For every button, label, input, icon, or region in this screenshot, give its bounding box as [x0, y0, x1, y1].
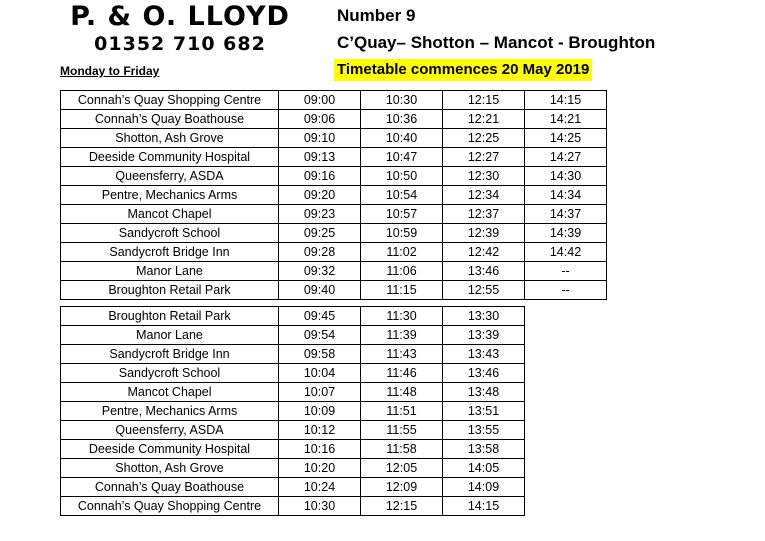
stop-name: Deeside Community Hospital [61, 148, 279, 167]
departure-time: 10:30 [361, 91, 443, 110]
departure-time: 11:02 [361, 243, 443, 262]
departure-time: 12:37 [443, 205, 525, 224]
departure-time: 13:55 [443, 421, 525, 440]
departure-time: 11:43 [361, 345, 443, 364]
departure-time: 13:46 [443, 364, 525, 383]
stop-name: Pentre, Mechanics Arms [61, 402, 279, 421]
timetable-row [61, 281, 607, 300]
departure-time: 09:16 [279, 167, 361, 186]
stop-name: Sandycroft Bridge Inn [61, 243, 279, 262]
timetable-row [61, 364, 525, 383]
departure-time: 09:45 [279, 307, 361, 326]
stop-name: Sandycroft Bridge Inn [61, 345, 279, 364]
stop-name: Shotton, Ash Grove [61, 129, 279, 148]
stop-name: Deeside Community Hospital [61, 440, 279, 459]
departure-time: 09:54 [279, 326, 361, 345]
stop-name: Connah’s Quay Shopping Centre [61, 91, 279, 110]
departure-time: 11:51 [361, 402, 443, 421]
timetable-row [61, 167, 607, 186]
departure-time: 12:27 [443, 148, 525, 167]
departure-time: 10:24 [279, 478, 361, 497]
departure-time: 14:25 [525, 129, 607, 148]
departure-time: 13:51 [443, 402, 525, 421]
stop-name: Mancot Chapel [61, 383, 279, 402]
departure-time: 09:23 [279, 205, 361, 224]
departure-time: 12:15 [443, 91, 525, 110]
stop-name: Manor Lane [61, 262, 279, 281]
departure-time: 10:57 [361, 205, 443, 224]
departure-time: 12:34 [443, 186, 525, 205]
departure-time: 13:43 [443, 345, 525, 364]
timetable-row [61, 383, 525, 402]
departure-time: 09:58 [279, 345, 361, 364]
departure-time: 14:15 [525, 91, 607, 110]
departure-time: 09:10 [279, 129, 361, 148]
departure-time: 10:30 [279, 497, 361, 516]
departure-time: 12:55 [443, 281, 525, 300]
timetable-row [61, 440, 525, 459]
operator-phone: 01352 710 682 [94, 33, 266, 55]
departure-time: 10:04 [279, 364, 361, 383]
stop-name: Sandycroft School [61, 224, 279, 243]
route-number: Number 9 [337, 6, 416, 25]
departure-time: 09:32 [279, 262, 361, 281]
operator-name: P. & O. LLOYD [70, 1, 290, 32]
stop-name: Broughton Retail Park [61, 281, 279, 300]
departure-time: 13:39 [443, 326, 525, 345]
timetable-commences-notice: Timetable commences 20 May 2019 [334, 59, 592, 81]
timetable-row [61, 205, 607, 224]
departure-time: 14:09 [443, 478, 525, 497]
stop-name: Pentre, Mechanics Arms [61, 186, 279, 205]
departure-time: 12:21 [443, 110, 525, 129]
departure-time: 13:30 [443, 307, 525, 326]
timetable-row [61, 478, 525, 497]
departure-time: 14:34 [525, 186, 607, 205]
timetable-row [61, 243, 607, 262]
timetable-row [61, 307, 525, 326]
departure-time: 09:13 [279, 148, 361, 167]
departure-time: 12:05 [361, 459, 443, 478]
departure-time: -- [525, 281, 607, 300]
days-of-operation: Monday to Friday [60, 64, 160, 78]
stop-name: Queensferry, ASDA [61, 167, 279, 186]
departure-time: 12:39 [443, 224, 525, 243]
departure-time: 09:06 [279, 110, 361, 129]
departure-time: 09:40 [279, 281, 361, 300]
departure-time: 11:06 [361, 262, 443, 281]
outbound-timetable [60, 90, 607, 300]
departure-time: 09:28 [279, 243, 361, 262]
departure-time: 10:09 [279, 402, 361, 421]
departure-time: 11:48 [361, 383, 443, 402]
timetable-row [61, 186, 607, 205]
timetable-row [61, 402, 525, 421]
departure-time: 09:25 [279, 224, 361, 243]
departure-time: 10:54 [361, 186, 443, 205]
departure-time: 14:39 [525, 224, 607, 243]
departure-time: 09:00 [279, 91, 361, 110]
operator-logo [60, 2, 300, 55]
timetable-row [61, 421, 525, 440]
departure-time: 10:07 [279, 383, 361, 402]
stop-name: Connah’s Quay Boathouse [61, 110, 279, 129]
departure-time: 10:12 [279, 421, 361, 440]
departure-time: 14:21 [525, 110, 607, 129]
departure-time: 13:58 [443, 440, 525, 459]
departure-time: 10:59 [361, 224, 443, 243]
departure-time: 12:15 [361, 497, 443, 516]
timetable-row [61, 110, 607, 129]
departure-time: 12:42 [443, 243, 525, 262]
departure-time: 10:20 [279, 459, 361, 478]
timetable-row [61, 91, 607, 110]
stop-name: Manor Lane [61, 326, 279, 345]
stop-name: Broughton Retail Park [61, 307, 279, 326]
departure-time: 10:50 [361, 167, 443, 186]
departure-time: 11:58 [361, 440, 443, 459]
departure-time: 14:15 [443, 497, 525, 516]
departure-time: 09:20 [279, 186, 361, 205]
stop-name: Mancot Chapel [61, 205, 279, 224]
departure-time: 13:46 [443, 262, 525, 281]
departure-time: 10:16 [279, 440, 361, 459]
timetable-row [61, 129, 607, 148]
stop-name: Connah’s Quay Boathouse [61, 478, 279, 497]
timetable-row [61, 497, 525, 516]
departure-time: -- [525, 262, 607, 281]
return-timetable [60, 306, 525, 516]
departure-time: 14:30 [525, 167, 607, 186]
stop-name: Shotton, Ash Grove [61, 459, 279, 478]
departure-time: 11:30 [361, 307, 443, 326]
departure-time: 10:40 [361, 129, 443, 148]
departure-time: 14:37 [525, 205, 607, 224]
departure-time: 11:15 [361, 281, 443, 300]
departure-time: 12:25 [443, 129, 525, 148]
departure-time: 12:09 [361, 478, 443, 497]
stop-name: Sandycroft School [61, 364, 279, 383]
stop-name: Queensferry, ASDA [61, 421, 279, 440]
timetable-row [61, 459, 525, 478]
stop-name: Connah’s Quay Shopping Centre [61, 497, 279, 516]
departure-time: 11:46 [361, 364, 443, 383]
timetable-row [61, 345, 525, 364]
departure-time: 14:42 [525, 243, 607, 262]
timetable-row [61, 148, 607, 167]
departure-time: 13:48 [443, 383, 525, 402]
departure-time: 11:55 [361, 421, 443, 440]
timetable-row [61, 326, 525, 345]
timetable-row [61, 224, 607, 243]
timetable-row [61, 262, 607, 281]
departure-time: 10:36 [361, 110, 443, 129]
departure-time: 14:05 [443, 459, 525, 478]
departure-time: 14:27 [525, 148, 607, 167]
departure-time: 10:47 [361, 148, 443, 167]
departure-time: 12:30 [443, 167, 525, 186]
route-name: C’Quay– Shotton – Mancot - Broughton [337, 33, 656, 52]
departure-time: 11:39 [361, 326, 443, 345]
